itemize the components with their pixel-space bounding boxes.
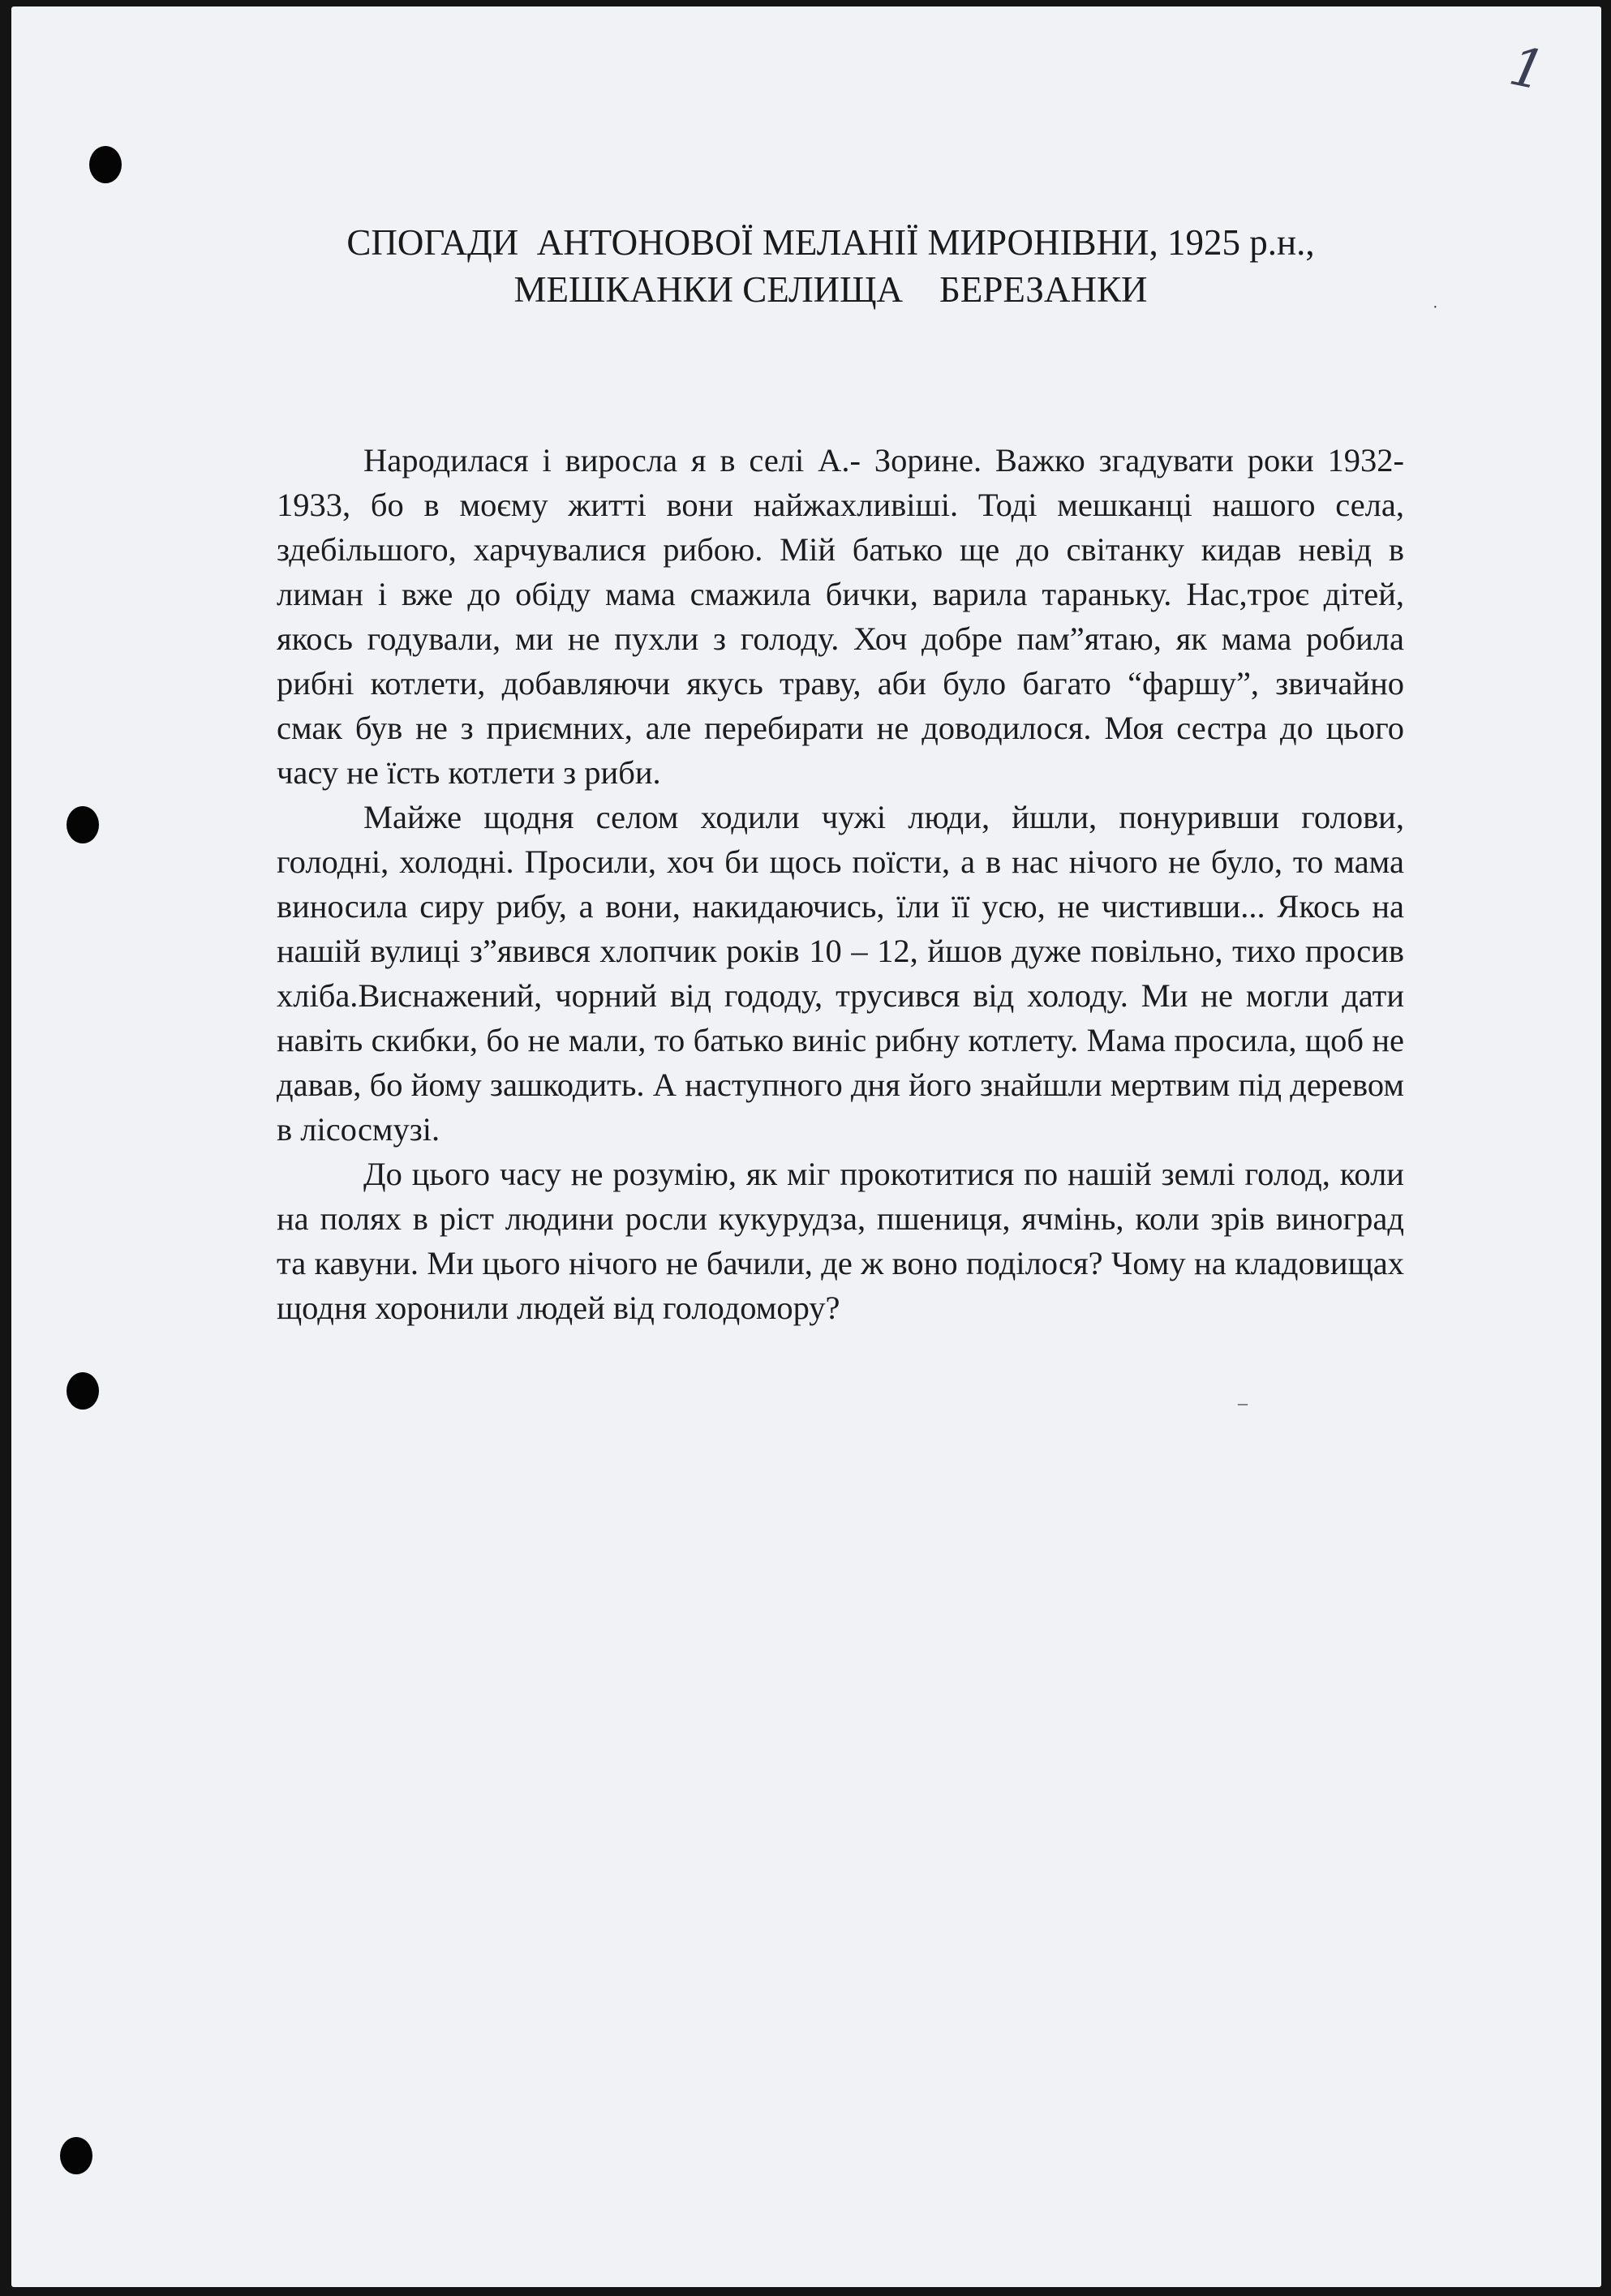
handwritten-page-number: 1: [1504, 34, 1551, 103]
punch-hole: [60, 2137, 92, 2174]
punch-hole: [67, 806, 99, 843]
punch-hole: [67, 1372, 99, 1410]
paragraph-1: Народилася і виросла я в селі А.- Зорине. Важко згадувати роки 1932-1933, бо в моєму житті вони найжахливіші. Тоді мешканці нашого села, здебільшого, харчувалися рибою. Мій батько ще до світанку кидав невід в лиман і вже до обіду мама смажила бички, варила тараньку. Нас,троє дітей, якось годували, ми не пухли з голоду. Хоч добре пам”ятаю, як мама робила рибні котлети, добавляючи якусь траву, аби було багато “фаршу”, звичайно смак був не з приємних, але перебирати не доводилося. Моя сестра до цього часу не їсть котлети з риби.: [277, 442, 1404, 791]
document-body: [277, 438, 1404, 1330]
stray-mark: ·: [1433, 298, 1438, 316]
title-line-2: МЕШКАНКИ СЕЛИЩА БЕРЕЗАНКИ: [513, 269, 1148, 310]
paragraph-3: До цього часу не розумію, як міг прокотитися по нашій землі голод, коли на полях в ріст людини росли кукурудза, пшениця, ячмінь, коли зрів виноград та кавуни. Ми цього нічого не бачили, де ж воно поділося? Чому на кладовищах щодня хоронили людей від голодомору?: [277, 1156, 1404, 1326]
stray-mark: ¯: [1238, 1403, 1248, 1424]
document-title: [238, 219, 1423, 313]
paragraph-2: Майже щодня селом ходили чужі люди, йшли, понуривши голови, голодні, холодні. Просили, хоч би щось поїсти, а в нас нічого не було, то мама виносила сиру рибу, а вони, накидаючись, їли її усю, не чистивши... Якось на нашій вулиці з”явився хлопчик років 10 – 12, йшов дуже повільно, тихо просив хліба.Виснажений, чорний від гододу, трусився від холоду. Ми не могли дати навіть скибки, бо не мали, то батько виніс рибну котлету. Мама просила, щоб не давав, бо йому зашкодить. А наступного дня його знайшли мертвим під деревом в лісосмузі.: [277, 799, 1404, 1148]
title-line-1: СПОГАДИ АНТОНОВОЇ МЕЛАНІЇ МИРОНІВНИ, 1925 р.н.,: [346, 222, 1315, 263]
punch-hole: [89, 146, 122, 183]
document-page: [11, 6, 1601, 2287]
